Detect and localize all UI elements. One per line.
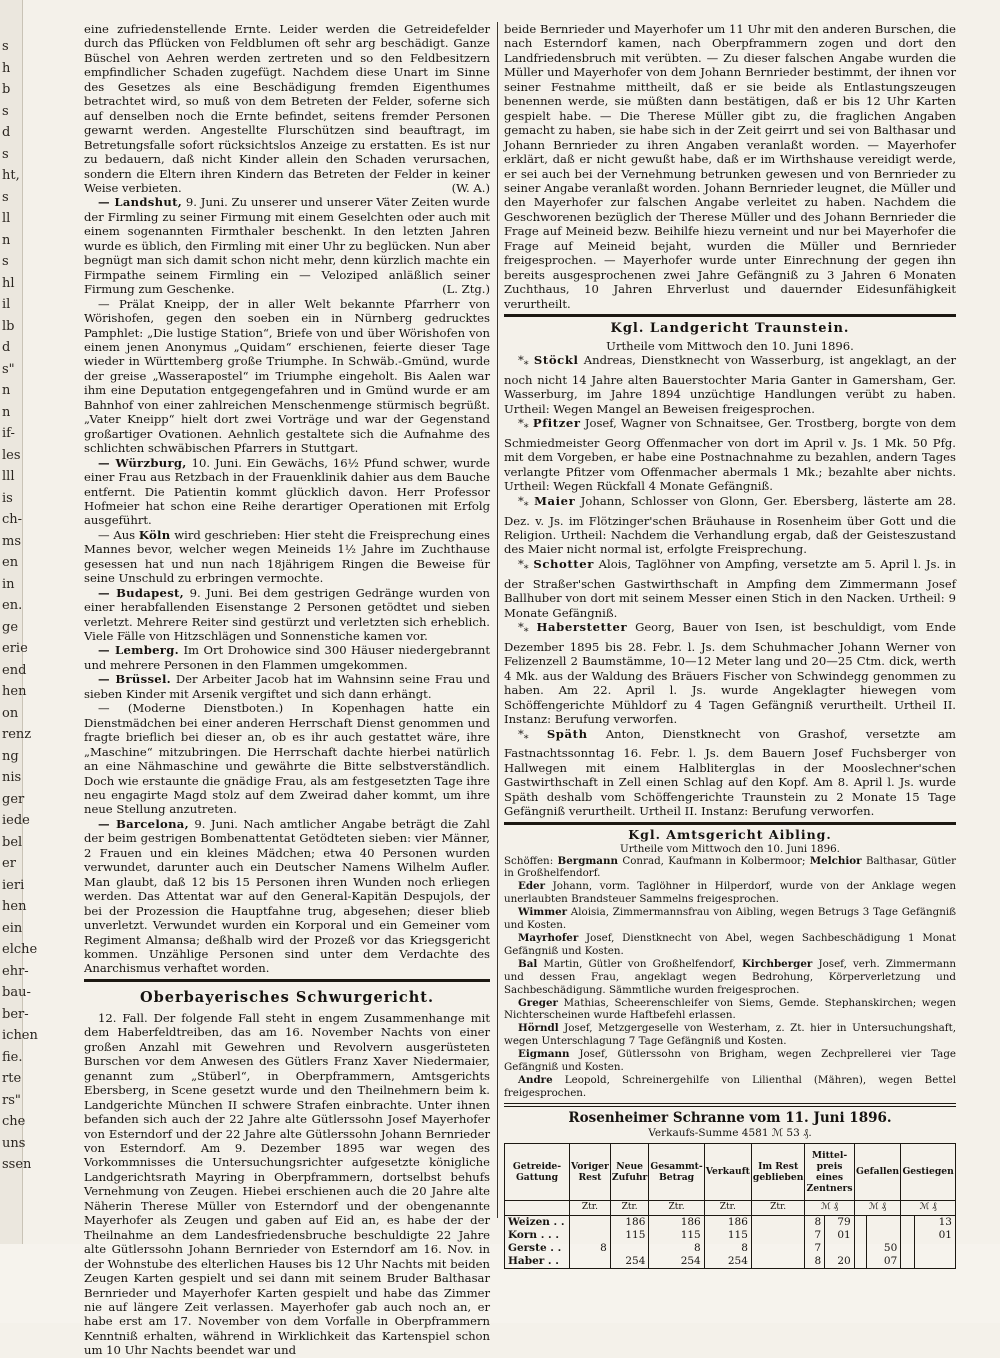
- unit-cell: ℳ ₰: [805, 1200, 854, 1215]
- edge-fragment: fie.: [2, 1049, 23, 1065]
- edge-fragment: ein: [2, 920, 23, 936]
- case-pfitzer: $*_*$ Pfitzer Josef, Wagner von Schnaitsee, Ger. Trostberg, borgte von dem Schmiedmeister Georg Offenmacher von dort im April v. Js. 1 Mk. 50 Pfg. mit dem Vorgeben, er habe eine Postnachnahme zu bezahlen, andern Tages verlangte Pfitzer vom Offenmacher abermals 1 Mk.; bezahlte aber nichts. Urtheil: Wegen Rückfall 4 Monate Gefängniß.: [504, 416, 956, 494]
- article-barcelona: — Barcelona, 9. Juni. Nach amtlicher Angabe beträgt die Zahl der beim gestrigen Bombenattentat Getödteten sieben: vier Männer, 2 Frauen und ein kleines Mädchen; etwa 40 Personen wurden verwundet, darunter auch ein Deutscher Namens Wilhelm Aufler. Man glaubt, daß 12 bis 15 Personen ihren Wunden noch erliegen werden. Das Attentat war auf den General-Kapitän Despujols, der bei der Prozession die Hauptfahne trug, abgesehen; dieser blieb unverletzt. Verwundet wurden ein Korporal und ein Gemeiner vom Regiment Almansa; deßhalb wird der Prozeß vor das Kriegsgericht kommen. Unzählige Personen sind unter dem Verdachte des Anarchismus verhaftet worden.: [84, 816, 491, 976]
- table-cell: [866, 1229, 901, 1242]
- section-rule: [504, 1103, 956, 1107]
- edge-fragment: hl: [2, 275, 15, 291]
- section-rule: [504, 822, 956, 825]
- edge-fragment: ieri: [2, 877, 25, 893]
- market-title: Rosenheimer Schranne vom 11. Juni 1896.: [568, 1109, 892, 1126]
- edge-fragment: ge: [2, 619, 19, 635]
- table-cell: [915, 1255, 956, 1269]
- article-landshut: — Landshut, 9. Juni. Zu unserer und unserer Väter Zeiten wurde der Firmling zu seiner Firmung mit einem Geselchten oder auch mit einem sogenannten Firmthaler beschenkt. In den letzten Jahren wurde es üblich, den Firmling mit einer Uhr zu beglücken. Nun aber begnügt man sich damit schon nicht mehr, denn kürzlich machte ein Firmpathe seinem Firmling ein — Veloziped anläßlich seiner Firmung zum Geschenke. (L. Ztg.): [84, 195, 490, 297]
- grain-market-table: [504, 1143, 956, 1269]
- section-rule: [84, 979, 490, 982]
- table-cell: Gerste . .: [505, 1242, 570, 1255]
- table-cell: 8: [570, 1242, 611, 1255]
- case-mayrhofer: Mayrhofer Josef, Dienstknecht von Abel, wegen Sachbeschädigung 1 Monat Gefängniß und Kosten.: [504, 931, 956, 957]
- edge-fragment: end: [2, 662, 27, 678]
- edge-fragment: rte: [2, 1071, 22, 1086]
- table-cell: 8: [704, 1242, 751, 1255]
- table-cell: Weizen . .: [505, 1215, 570, 1229]
- col-header-gattung: Getreide-Gattung: [505, 1143, 570, 1200]
- unit-cell: Ztr.: [570, 1200, 611, 1215]
- article-koeln: — Aus Köln wird geschrieben: Hier steht die Freisprechung eines Mannes bevor, welcher wegen Meineids 1½ Jahre im Zuchthause gesessen hat und nun nach 18jährigem Ringen die Beweise für seine Unschuld zu erbringen vermochte.: [84, 527, 491, 586]
- table-cell: [751, 1229, 804, 1242]
- table-cell: 254: [610, 1255, 649, 1269]
- case-maier: $*_*$ Maier Johann, Schlosser von Glonn, Ger. Ebersberg, lästerte am 28. Dez. v. Js. im Flötzinger'schen Bräuhause in Rosenheim über Gott und die Religion. Urtheil: Nachdem die Verhandlung ergab, daß der Geisteszustand des Maier nicht normal ist, erfolgte Freisprechung.: [504, 493, 957, 557]
- edge-fragment: d: [2, 340, 11, 355]
- edge-fragment: n: [2, 404, 11, 420]
- table-cell: Korn . . .: [505, 1229, 570, 1242]
- article-dienstboten: — (Moderne Dienstboten.) In Kopenhagen hatte ein Dienstmädchen bei einer anderen Herrschaft Dienst genommen und fragte brieflich bei dieser an, ob es ihr auch gestattet wäre, ihre „Maschine“ mitzubringen. Die Herrschaft dachte hierbei natürlich an eine Nähmaschine und gewährte die Bitte selbstverständlich. Doch wie erstaunte die gnädige Frau, als am festgesetzten Tage ihre neu engagirte Magd stolz auf dem Zweirad daher kommt, um ihre neue Stellung anzutreten.: [84, 701, 490, 817]
- article-wuerzburg: — Würzburg, 10. Juni. Ein Gewächs, 16½ Pfund schwer, wurde einer Frau aus Retzbach in der Frauenklinik dahier aus dem Bauche entfernt. Die Patientin kommt glücklich davon. Herr Professor Hofmeier hat schon eine Reihe derartiger Operationen mit Erfolg ausgeführt.: [84, 455, 491, 528]
- table-cell: [751, 1215, 804, 1229]
- table-cell: [751, 1255, 804, 1269]
- table-cell: 20: [825, 1255, 855, 1269]
- left-edge-margin: [0, 0, 38, 1323]
- table-cell: [854, 1215, 866, 1229]
- aibling-date: Urtheile vom Mittwoch den 10. Juni 1896.: [620, 842, 840, 855]
- table-row: [505, 1229, 956, 1242]
- col-header-gesammt: Gesammt-Betrag: [649, 1143, 704, 1200]
- table-cell: [751, 1242, 804, 1255]
- table-cell: 186: [704, 1215, 751, 1229]
- edge-fragment: uns: [2, 1135, 26, 1151]
- edge-fragment: b: [2, 82, 11, 97]
- unit-cell: [505, 1200, 570, 1215]
- edge-fragment: s: [2, 39, 9, 54]
- aibling-schoeffen: Schöffen: Bergmann Conrad, Kaufmann in Kolbermoor; Melchior Balthasar, Gütler in Großhelfendorf.: [504, 854, 957, 880]
- edge-fragment: hen: [2, 899, 27, 914]
- case-spaeth: $*_*$ Späth Anton, Dienstknecht von Grashof, versetzte am Fastnachtssonntag 16. Febr. l. Js. dem Bauern Josef Fuchsberger von Hallwegen mit einem Halbliterglas in der Mooslechner'schen Gastwirthschaft in Zell einen Schlag auf den Kopf. Am 8. April l. Js. wurde Späth deshalb vom Schöffengerichte Traunstein zu 2 Monate 15 Tage Gefängniß verurtheilt. Urtheil II. Instanz: Berufung verworfen.: [504, 726, 956, 819]
- article-court-continued: beide Bernrieder und Mayerhofer um 11 Uhr mit den anderen Burschen, die nach Esterndorf kamen, nach Oberpframmern zogen und dort den Landfriedensbruch mit verübten. — Zu dieser falschen Angabe wurden die Müller und Mayerhofer von dem Johann Bernrieder bestimmt, der ihnen vor seiner Festnahme mittheilt, daß er sie beide als Entlastungszeugen benennen werde, sie müßten dann bestätigen, daß er bis 12 Uhr Karten gespielt habe. — Die Therese Müller gibt zu, die fraglichen Angaben gemacht zu haben, sie habe sich in der Zeit geirrt und sei von Balthasar und Johann Bernrieder zu ihren Angaben veranlaßt worden. — Mayerhofer erklärt, daß er nicht gewußt habe, daß er im Wirthshause vereidigt werde, er sei auch bei der Vernehmung betrunken gewesen und von Bernrieder zu seiner Angabe veranlaßt worden. Johann Bernrieder leugnet, die Müller und den Mayerhofer zur falschen Angabe verleitet zu haben. Nachdem die Geschworenen bezüglich der Therese Müller und des Johann Bernrieder die Frage auf Meineid bezw. Beihilfe hiezu verneint und nur bei Mayerhofer die Frage auf Meineid bejaht, wurden die Müller und Bernrieder freigesprochen. — Mayerhofer wurde unter Einrechnung der gegen ihn bereits ausgesprochenen zwei Jahre Gefängniß zu 3 Jahren 6 Monaten Zuchthaus, 10 Jahren Ehrverlust und dauernder Eidesunfähigkeit verurtheilt.: [504, 22, 956, 311]
- table-cell: [610, 1242, 649, 1255]
- table-cell: [854, 1242, 866, 1255]
- edge-fragment: iede: [2, 813, 30, 828]
- section-rule: [504, 314, 956, 317]
- table-row: [505, 1242, 956, 1255]
- edge-fragment: is: [2, 490, 13, 506]
- edge-fragment: lb: [2, 318, 15, 334]
- edge-fragment: in: [2, 576, 15, 592]
- table-cell: [901, 1229, 915, 1242]
- edge-fragment: if-: [2, 426, 15, 441]
- col-header-rest: Voriger Rest: [570, 1143, 611, 1200]
- edge-fragment: on: [2, 705, 19, 721]
- article-lemberg: — Lemberg. Im Ort Drohowice sind 300 Häuser niedergebrannt und mehrere Personen in den Flammen umgekommen.: [84, 643, 490, 672]
- edge-fragment: en: [2, 555, 19, 570]
- case-greger: Greger Mathias, Scheerenschleifer von Siems, Gemde. Stephanskirchen; wegen Nichterscheinen wurde Haftbefehl erlassen.: [504, 996, 957, 1022]
- table-cell: [901, 1215, 915, 1229]
- table-cell: 7: [805, 1242, 825, 1255]
- traunstein-heading: Kgl. Landgericht Traunstein.: [610, 321, 850, 337]
- edge-fragment: che: [2, 1114, 26, 1129]
- table-cell: 186: [610, 1215, 649, 1229]
- case-andre: Andre Leopold, Schreinergehilfe von Lilienthal (Mähren), wegen Bettel freigesprochen.: [504, 1073, 956, 1099]
- edge-fragment: erie: [2, 641, 28, 656]
- table-cell: 8: [805, 1215, 825, 1229]
- case-bal-kirchberger: Bal Martin, Gütler von Großhelfendorf, Kirchberger Josef, verh. Zimmermann und dessen Frau, angeklagt wegen Bedrohung, Körperverletzung und Sachbeschädigung. Sämmtliche wurden freigesprochen.: [504, 957, 956, 996]
- table-cell: 254: [704, 1255, 751, 1269]
- edge-fragment: les: [2, 447, 21, 463]
- table-cell: [854, 1229, 866, 1242]
- table-cell: 115: [610, 1229, 649, 1242]
- edge-fragment: s: [2, 254, 9, 269]
- edge-fragment: bau-: [2, 985, 31, 1000]
- table-cell: 07: [866, 1255, 901, 1269]
- table-cell: [901, 1255, 915, 1269]
- edge-fragment: elche: [2, 942, 38, 957]
- table-cell: 115: [649, 1229, 704, 1242]
- edge-fragment: s: [2, 103, 9, 119]
- edge-fragment: h: [2, 60, 11, 76]
- case-eigmann: Eigmann Josef, Gütlerssohn von Brigham, wegen Zechprellerei vier Tage Gefängniß und Kosten.: [504, 1048, 957, 1074]
- edge-fragment: ichen: [2, 1028, 38, 1043]
- right-page-margin: [960, 0, 1000, 1323]
- edge-fragment: ll: [2, 211, 11, 226]
- edge-fragment: bel: [2, 834, 23, 850]
- table-cell: 115: [704, 1229, 751, 1242]
- table-cell: 13: [915, 1215, 956, 1229]
- edge-fragment: s: [2, 189, 9, 205]
- table-cell: Haber . .: [505, 1255, 570, 1269]
- unit-cell: Ztr.: [751, 1200, 804, 1215]
- table-cell: [901, 1242, 915, 1255]
- market-sales-total: Verkaufs-Summe 4581 ℳ 53 ₰.: [648, 1126, 812, 1139]
- unit-cell: Ztr.: [649, 1200, 704, 1215]
- case-stoeckl: $*_*$ Stöckl Andreas, Dienstknecht von Wasserburg, ist angeklagt, an der noch nicht 14 Jahre alten Bauerstochter Maria Ganter in Gamersham, Ger. Wasserburg, im Jahre 1894 unzüchtige Handlungen verübt zu haben. Urtheil: Wegen Mangel an Beweisen freigesprochen.: [504, 353, 957, 416]
- table-cell: 01: [915, 1229, 956, 1242]
- edge-fragment: renz: [2, 727, 32, 742]
- table-cell: [915, 1242, 956, 1255]
- col-header-gefallen: Gefallen: [854, 1143, 901, 1200]
- right-column: [504, 22, 957, 1267]
- article-court-case: 12. Fall. Der folgende Fall steht in engem Zusammenhange mit dem Haberfeldtreiben, das am 16. November Nachts von einer großen Anzahl mit Gewehren und Revolvern ausgerüsteten Burschen vor dem Anwesen des Gütlers Franz Xaver Niedermaier, genannt zum „Stüberl“, in Oberpframmern, Amtsgerichts Ebersberg, in Scene gesetzt wurde und den Theilnehmern beim k. Landgerichte München II schwere Strafen einbrachte. Unter ihnen befanden sich auch der 22 Jahre alte Gütlerssohn Josef Mayerhofer von Esterndorf und der 22 Jahre alte Gütlerssohn Johann Bernrieder von Esterndorf. Am 9. Dezember 1895 war wegen des Vorkommnisses die Untersuchungsrichter aufgesetzte königliche Landgerichtsrath Mayring in Oberpframmern, dortselbst behufs Vernehmung von Zeugen. Hiebei erschienen auch die 20 Jahre alte Näherin Therese Müller von Esterndorf und der obengenannte Mayerhofer als Zeugen und gaben auf Eid an, es habe der der Theilnahme an dem Landesfriedensbruche beschuldigte 22 Jahre alte Gütlerssohn Johann Bernrieder von Esterndorf am 16. Nov. in der Wohnstube des elterlichen Hauses bis 12 Uhr Nachts mit beiden Zeugen Karten gespielt und sei dann mit seinem Bruder Balthasar Bernrieder und Mayerhofer Karten gespielt und habe das Zimmer nie auf längere Zeit verlassen. Mayerhofer gab auch noch an, er habe erst am 17. November von dem Vorfalle in Oberpframmern Kenntniß erhalten, während in Wirklichkeit das Kartenspiel schon um 10 Uhr Nachts beendet war und: [84, 1010, 490, 1358]
- aibling-heading: Kgl. Amtsgericht Aibling.: [628, 826, 832, 842]
- table-cell: [825, 1242, 855, 1255]
- col-header-mittelpreis: Mittel-preis eines Zentners: [805, 1143, 854, 1200]
- case-schotter: $*_*$ Schotter Alois, Taglöhner von Ampfing, versetzte am 5. April l. Js. in der Straßer'schen Gastwirthschaft in Ampfing dem Zimmermann Josef Ballhuber von dort mit seinem Messer einen Stich in den Nacken. Urtheil: 9 Monate Gefängniß.: [504, 556, 957, 620]
- edge-fragment: hen: [2, 684, 27, 699]
- article-crop-damage: eine zufriedenstellende Ernte. Leider werden die Getreidefelder durch das Pflücken von Feldblumen oft sehr arg beschädigt. Ganze Büschel von Aehren werden zertreten und so den Feldbesitzern empfindlicher Schaden zugefügt. Nachdem diese Unart im Sinne des Gesetzes als eine Beschädigung fremden Eigenthumes betrachtet wird, so muß von dem Betreten der Felder, soferne sich auf denselben noch die Ernte befindet, seitens fremder Personen gewarnt werden. Angestellte Flurschützen sind beauftragt, im Betretungsfalle sofort rücksichtslos Anzeige zu erstatten. Es ist nur zu bedauern, daß nicht Kinder allein den Schaden verursachen, sondern die Eltern ihren Kindern das Betreten der Felder in keiner Weise verbieten. (W. A.): [84, 22, 490, 195]
- edge-fragment: ber-: [2, 1006, 29, 1022]
- case-haberstetter: $*_*$ Haberstetter Georg, Bauer von Isen, ist beschuldigt, vom Ende Dezember 1895 bis 28. Febr. l. Js. dem Schuhmacher Johann Werner von Felizenzell 2 Baumstämme, 10—12 Meter lang und 20—25 Ctm. dick, werth 4 Mk. aus der Waldung des Bräuers Fischer von Schwindegg genommen zu haben. Am 22. April l. Js. wurde Angeklagter hiewegen vom Schöffengerichte Mühldorf zu 4 Tagen Gefängniß verurtheilt. Urtheil II. Instanz: Berufung verworfen.: [504, 620, 956, 727]
- case-wimmer: Wimmer Aloisia, Zimmermannsfrau von Aibling, wegen Betrugs 3 Tage Gefängniß und Kosten.: [504, 906, 956, 932]
- table-row: [505, 1255, 956, 1269]
- edge-fragment: ch-: [2, 512, 23, 527]
- table-cell: 254: [649, 1255, 704, 1269]
- table-cell: [570, 1229, 611, 1242]
- unit-cell: ℳ ₰: [901, 1200, 956, 1215]
- col-header-verkauft: Verkauft: [704, 1143, 751, 1200]
- article-budapest: — Budapest, 9. Juni. Bei dem gestrigen Gedränge wurden von einer herabfallenden Eisenstange 2 Personen getödtet und sieben verletzt. Mehrere Reiter sind gestürzt und verletzten sich erheblich. Viele Fälle von Hitzschlägen und Sonnenstiche kamen vor.: [84, 585, 490, 644]
- column-divider: [497, 22, 498, 1218]
- edge-fragment: ehr-: [2, 963, 29, 979]
- table-cell: 01: [825, 1229, 855, 1242]
- table-cell: 50: [866, 1242, 901, 1255]
- table-cell: [570, 1255, 611, 1269]
- edge-fragment: ht,: [2, 168, 20, 183]
- table-cell: [854, 1255, 866, 1269]
- col-header-zufuhr: Neue Zufuhr: [610, 1143, 649, 1200]
- article-kneipp: — Prälat Kneipp, der in aller Welt bekannte Pfarrherr von Wörishofen, gegen den soeben ein in Nürnberg gedrucktes Pamphlet: „Die lustige Station“, Briefe von und über Wörishofen von einem jenen Anonymus „Quidam“ erschienen, feierte dieser Tage wieder in Württemberg große Triumphe. In Schwäb.-Gmünd, wurde der greise „Wasserapostel“ im Triumphe eingeholt. Bis Aalen war ihm eine Deputation entgegengefahren und in Gmünd wurde er am Bahnhof von einer zahlreichen Menschenmenge stürmisch begrüßt. „Vater Kneipp“ hielt dort zwei Vorträge und war der Gegenstand großartiger Ovationen. Aehnlich gestaltete sich die Aufnahme des schlichten schwäbischen Pfarrers in Stuttgart.: [84, 296, 490, 456]
- table-cell: [866, 1215, 901, 1229]
- edge-fragment: er: [2, 856, 16, 871]
- traunstein-date: Urtheile vom Mittwoch den 10. Juni 1896.: [606, 339, 854, 354]
- edge-fragment: n: [2, 383, 11, 398]
- table-cell: 79: [825, 1215, 855, 1229]
- edge-fragment: ger: [2, 791, 25, 807]
- table-cell: 8: [805, 1255, 825, 1269]
- unit-cell: Ztr.: [610, 1200, 649, 1215]
- unit-cell: Ztr.: [704, 1200, 751, 1215]
- edge-fragment: ms: [2, 533, 21, 549]
- table-cell: [570, 1215, 611, 1229]
- case-eder: Eder Johann, vorm. Taglöhner in Hilperdorf, wurde von der Anklage wegen unerlaubten Brandsteuer Sammelns freigesprochen.: [504, 880, 956, 906]
- table-cell: 8: [649, 1242, 704, 1255]
- edge-fragment: lll: [2, 469, 15, 484]
- left-column: [84, 22, 491, 1358]
- edge-fragment: n: [2, 232, 11, 248]
- edge-fragment: ng: [2, 748, 19, 764]
- unit-cell: ℳ ₰: [854, 1200, 901, 1215]
- edge-fragment: il: [2, 297, 11, 312]
- col-header-im-rest: Im Rest geblieben: [751, 1143, 804, 1200]
- court-heading: Oberbayerisches Schwurgericht.: [139, 988, 435, 1006]
- edge-fragment: ssen: [2, 1157, 32, 1172]
- edge-fragment: en.: [2, 598, 23, 613]
- edge-fragment: rs": [2, 1092, 21, 1108]
- edge-fragment: nis: [2, 770, 22, 785]
- table-row: [505, 1215, 956, 1229]
- edge-fragment: d: [2, 125, 11, 140]
- col-header-gestiegen: Gestiegen: [901, 1143, 956, 1200]
- table-cell: 186: [649, 1215, 704, 1229]
- case-hoerndl: Hörndl Josef, Metzgergeselle von Westerham, z. Zt. hier in Untersuchungshaft, wegen Unterschlagung 7 Tage Gefängniß und Kosten.: [504, 1022, 956, 1048]
- article-bruessel: — Brüssel. Der Arbeiter Jacob hat im Wahnsinn seine Frau und sieben Kinder mit Arsenik vergiftet und sich dann erhängt.: [84, 672, 491, 701]
- edge-fragment: s": [2, 361, 15, 377]
- edge-fragment: s: [2, 146, 9, 162]
- table-cell: 7: [805, 1229, 825, 1242]
